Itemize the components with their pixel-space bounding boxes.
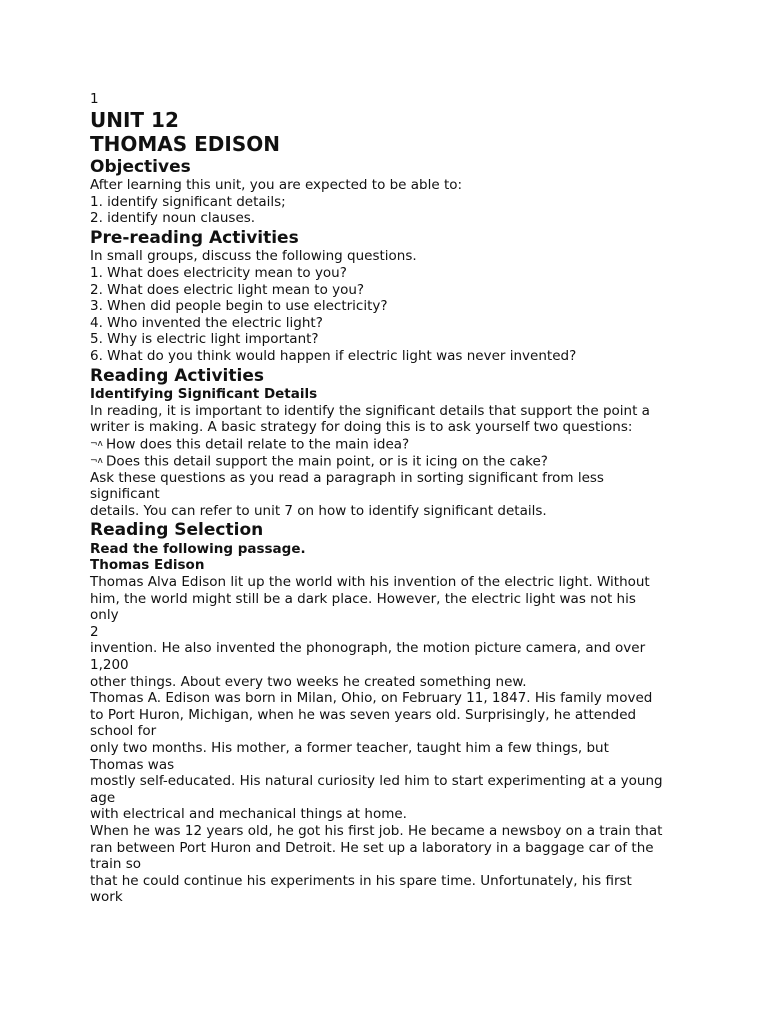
paragraph-line: age (90, 789, 116, 806)
bullet-text: How does this detail relate to the main idea? (106, 436, 410, 453)
objectives-list (90, 177, 740, 227)
unit-heading: UNIT 12 (90, 107, 179, 132)
paragraph-line: him, the world might still be a dark place. However, the electric light was not his (90, 590, 636, 607)
paragraph-line: In reading, it is important to identify the significant details that support the point a (90, 402, 650, 419)
paragraph-line: work (90, 889, 123, 906)
bullet-marker-icon: ¬ʌ (90, 438, 103, 449)
paragraph-line: 1,200 (90, 657, 129, 674)
list-item: 2. What does electric light mean to you? (90, 281, 365, 298)
paragraph-line: other things. About every two weeks he created something new. (90, 673, 527, 690)
reading-activities-subheading: Identifying Significant Details (90, 386, 318, 403)
bullet-item (90, 436, 740, 453)
prereading-list (90, 248, 740, 364)
paragraph-line: In small groups, discuss the following questions. (90, 248, 417, 265)
paragraph-line: Thomas Alva Edison lit up the world with his invention of the electric light. Without (90, 574, 650, 591)
paragraph-line: details. You can refer to unit 7 on how to identify significant details. (90, 502, 547, 519)
paragraph-line: mostly self-educated. His natural curiosity led him to start experimenting at a young (90, 773, 663, 790)
prereading-heading: Pre-reading Activities (90, 227, 299, 248)
paragraph-line: significant (90, 486, 160, 503)
passage-title: Thomas Edison (90, 557, 205, 574)
paragraph-line: ran between Port Huron and Detroit. He set up a laboratory in a baggage car of the (90, 839, 654, 856)
paragraph-line: When he was 12 years old, he got his first job. He became a newsboy on a train that (90, 822, 663, 839)
reading-instruction: Read the following passage. (90, 540, 306, 557)
list-item: 5. Why is electric light important? (90, 331, 319, 348)
list-item: 4. Who invented the electric light? (90, 314, 323, 331)
paragraph-line: that he could continue his experiments in his spare time. Unfortunately, his first (90, 872, 632, 889)
reading-selection-heading: Reading Selection (90, 520, 264, 541)
objectives-heading: Objectives (90, 156, 191, 177)
reading-activities-heading: Reading Activities (90, 365, 264, 386)
bullet-text: Does this detail support the main point, or is it icing on the cake? (106, 453, 548, 469)
paragraph-line: with electrical and mechanical things at home. (90, 806, 407, 823)
list-item: 3. When did people begin to use electricity? (90, 298, 388, 315)
document-page (90, 91, 740, 906)
list-item: 2. identify noun clauses. (90, 210, 256, 227)
page-number: 2 (90, 623, 99, 640)
paragraph-line: invention. He also invented the phonograph, the motion picture camera, and over (90, 640, 646, 657)
bullet-marker-icon: ¬ʌ (90, 455, 103, 466)
paragraph-line: Ask these questions as you read a paragraph in sorting significant from less (90, 469, 604, 486)
paragraph-line: only (90, 607, 119, 624)
page-number: 1 (90, 91, 99, 107)
list-item: 6. What do you think would happen if electric light was never invented? (90, 347, 577, 364)
list-item: 1. identify significant details; (90, 193, 286, 210)
paragraph-line: school for (90, 723, 157, 740)
paragraph-line: Thomas was (90, 756, 175, 773)
paragraph-line: only two months. His mother, a former teacher, taught him a few things, but (90, 740, 609, 756)
bullet-item (90, 453, 740, 470)
paragraph-line: train so (90, 856, 142, 873)
document-title: THOMAS EDISON (90, 131, 280, 156)
paragraph-line: to Port Huron, Michigan, when he was seven years old. Surprisingly, he attended (90, 706, 637, 723)
paragraph-line: After learning this unit, you are expected to be able to: (90, 177, 463, 194)
list-item: 1. What does electricity mean to you? (90, 264, 347, 281)
paragraph-line: Thomas A. Edison was born in Milan, Ohio, on February 11, 1847. His family moved (90, 690, 653, 707)
paragraph-line: writer is making. A basic strategy for doing this is to ask yourself two questions: (90, 419, 633, 436)
